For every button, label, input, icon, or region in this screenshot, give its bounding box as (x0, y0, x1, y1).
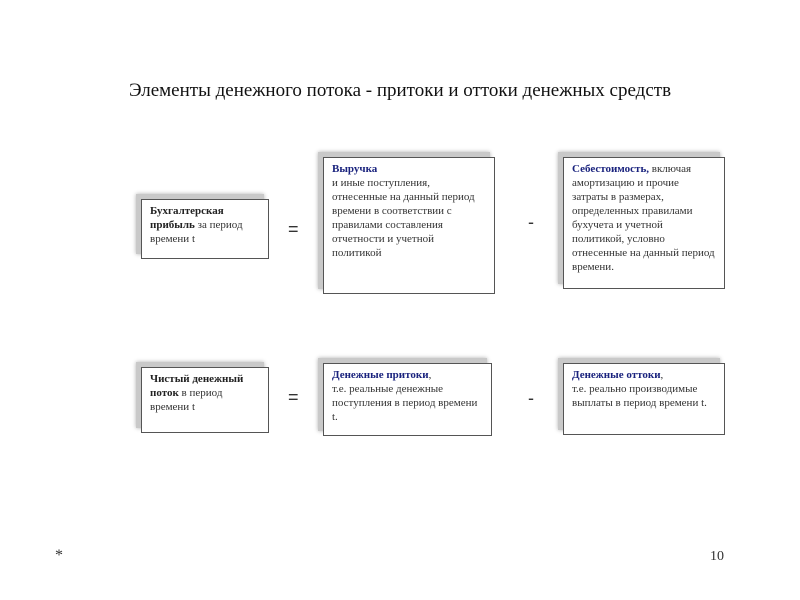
net-cash-flow-desc: в период времени t (150, 387, 223, 413)
cash-outflows-box (563, 363, 725, 435)
slide-title: Элементы денежного потока - притоки и оттоки денежных средств (128, 80, 672, 101)
equals-sign: = (288, 219, 299, 239)
accounting-profit-label: Бухгалтерская прибыль (150, 205, 224, 231)
revenue-box (323, 157, 495, 294)
cost-box (563, 157, 725, 289)
accounting-profit-box (141, 199, 269, 259)
revenue-desc: и иные поступления, отнесенные на данный период времени в соответствии с правилами составления отчетности и учетной политикой (332, 177, 475, 259)
cost-desc: включая амортизацию и прочие затраты в размерах, определенных правилами бухучета и учетной политикой, условно отнесенные на данный период времени. (572, 163, 715, 273)
minus-sign: - (528, 388, 534, 408)
cash-inflows-label: Денежные притоки, (332, 369, 432, 381)
cash-outflows-desc: т.е. реально производимые выплаты в период времени t. (572, 383, 707, 409)
net-cash-flow-box (141, 367, 269, 433)
footer-mark: * (55, 547, 63, 564)
accounting-profit-desc: за период времени t (150, 219, 243, 245)
cash-inflows-box (323, 363, 492, 436)
page-number: 10 (710, 549, 724, 564)
cost-label: Себестоимость, (572, 163, 650, 175)
cash-inflows-desc: т.е. реальные денежные поступления в период времени t. (332, 383, 478, 423)
revenue-label: Выручка (332, 163, 378, 175)
equals-sign: = (288, 387, 299, 407)
cash-outflows-label: Денежные оттоки, (572, 369, 664, 381)
minus-sign: - (528, 212, 534, 232)
net-cash-flow-label: Чистый денежный поток (150, 373, 244, 399)
